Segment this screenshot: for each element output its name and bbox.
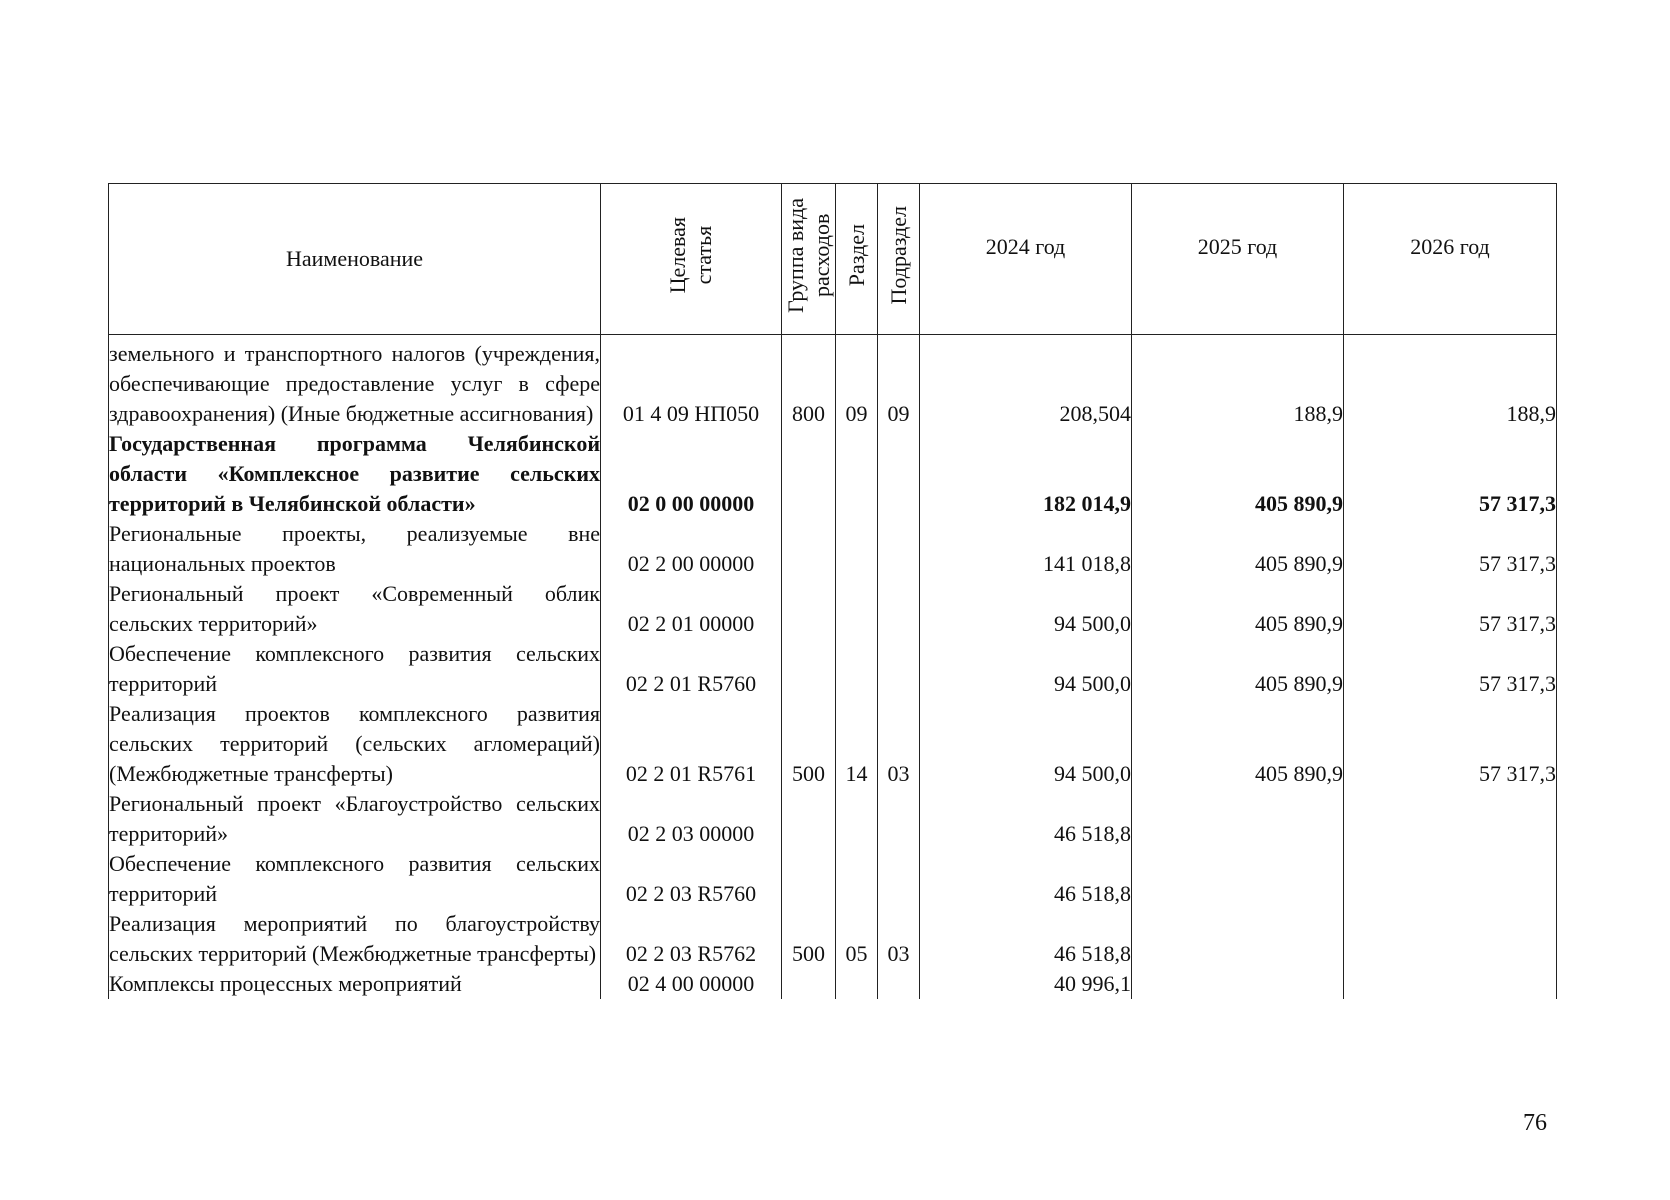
amount-2026 xyxy=(1344,969,1557,999)
target-code: 02 2 01 R5761 xyxy=(601,699,782,789)
section-code: 14 xyxy=(836,699,878,789)
target-code: 02 2 01 00000 xyxy=(601,579,782,639)
expense-group: 500 xyxy=(782,909,836,969)
table-row xyxy=(109,699,1557,789)
subsection-code: 03 xyxy=(878,699,920,789)
amount-2026 xyxy=(1344,909,1557,969)
section-code: 09 xyxy=(836,335,878,430)
subsection-code xyxy=(878,789,920,849)
header-subsection: Подраздел xyxy=(878,184,920,335)
subsection-code xyxy=(878,639,920,699)
amount-2026: 57 317,3 xyxy=(1344,579,1557,639)
amount-2026: 57 317,3 xyxy=(1344,519,1557,579)
section-code xyxy=(836,789,878,849)
section-code xyxy=(836,639,878,699)
target-code: 02 2 03 R5760 xyxy=(601,849,782,909)
budget-table xyxy=(108,183,1557,999)
amount-2025: 405 890,9 xyxy=(1132,429,1344,519)
header-2025: 2025 год xyxy=(1132,184,1344,335)
expense-group: 500 xyxy=(782,699,836,789)
subsection-code xyxy=(878,429,920,519)
amount-2024: 208,504 xyxy=(920,335,1132,430)
target-code: 02 2 01 R5760 xyxy=(601,639,782,699)
header-row xyxy=(109,184,1557,335)
section-code xyxy=(836,429,878,519)
subsection-code xyxy=(878,519,920,579)
section-code xyxy=(836,969,878,999)
amount-2025: 405 890,9 xyxy=(1132,579,1344,639)
subsection-code xyxy=(878,579,920,639)
expense-group xyxy=(782,429,836,519)
amount-2024: 46 518,8 xyxy=(920,909,1132,969)
expense-group xyxy=(782,969,836,999)
row-name: Обеспечение комплексного развития сельских территорий xyxy=(109,639,601,699)
table-row xyxy=(109,639,1557,699)
table-row xyxy=(109,969,1557,999)
table-row xyxy=(109,429,1557,519)
subsection-code xyxy=(878,849,920,909)
table-row xyxy=(109,579,1557,639)
header-target: Целевая статья xyxy=(601,184,782,335)
page-number: 76 xyxy=(1523,1110,1547,1136)
amount-2026: 188,9 xyxy=(1344,335,1557,430)
amount-2026 xyxy=(1344,789,1557,849)
expense-group xyxy=(782,639,836,699)
amount-2025 xyxy=(1132,849,1344,909)
amount-2024: 46 518,8 xyxy=(920,789,1132,849)
header-group: Группа вида расходов xyxy=(782,184,836,335)
row-name: Региональные проекты, реализуемые вне национальных проектов xyxy=(109,519,601,579)
section-code xyxy=(836,849,878,909)
target-code: 01 4 09 НП050 xyxy=(601,335,782,430)
expense-group: 800 xyxy=(782,335,836,430)
amount-2025: 405 890,9 xyxy=(1132,639,1344,699)
row-name: Реализация мероприятий по благоустройству сельских территорий (Межбюджетные трансферты) xyxy=(109,909,601,969)
amount-2025 xyxy=(1132,789,1344,849)
target-code: 02 4 00 00000 xyxy=(601,969,782,999)
table-body xyxy=(109,335,1557,1000)
amount-2026: 57 317,3 xyxy=(1344,429,1557,519)
amount-2025 xyxy=(1132,969,1344,999)
target-code: 02 2 00 00000 xyxy=(601,519,782,579)
table-row xyxy=(109,849,1557,909)
row-name: Региональный проект «Благоустройство сельских территорий» xyxy=(109,789,601,849)
row-name: Региональный проект «Современный облик сельских территорий» xyxy=(109,579,601,639)
row-name: Комплексы процессных мероприятий xyxy=(109,969,601,999)
subsection-code: 03 xyxy=(878,909,920,969)
target-code: 02 0 00 00000 xyxy=(601,429,782,519)
target-code: 02 2 03 00000 xyxy=(601,789,782,849)
header-name: Наименование xyxy=(109,184,601,335)
amount-2025 xyxy=(1132,909,1344,969)
table-row xyxy=(109,519,1557,579)
row-name: земельного и транспортного налогов (учреждения, обеспечивающие предоставление услуг в сфере здравоохранения) (Иные бюджетные ассигнования) xyxy=(109,335,601,430)
header-2026: 2026 год xyxy=(1344,184,1557,335)
expense-group xyxy=(782,579,836,639)
row-name: Обеспечение комплексного развития сельских территорий xyxy=(109,849,601,909)
row-name: Государственная программа Челябинской области «Комплексное развитие сельских территорий в Челябинской области» xyxy=(109,429,601,519)
expense-group xyxy=(782,849,836,909)
amount-2025: 188,9 xyxy=(1132,335,1344,430)
amount-2024: 94 500,0 xyxy=(920,699,1132,789)
target-code: 02 2 03 R5762 xyxy=(601,909,782,969)
header-section: Раздел xyxy=(836,184,878,335)
amount-2024: 40 996,1 xyxy=(920,969,1132,999)
section-code xyxy=(836,579,878,639)
header-2024: 2024 год xyxy=(920,184,1132,335)
amount-2025: 405 890,9 xyxy=(1132,699,1344,789)
section-code: 05 xyxy=(836,909,878,969)
subsection-code xyxy=(878,969,920,999)
amount-2024: 141 018,8 xyxy=(920,519,1132,579)
table-row xyxy=(109,335,1557,430)
expense-group xyxy=(782,519,836,579)
amount-2026: 57 317,3 xyxy=(1344,699,1557,789)
amount-2024: 46 518,8 xyxy=(920,849,1132,909)
table-row xyxy=(109,909,1557,969)
amount-2026 xyxy=(1344,849,1557,909)
amount-2025: 405 890,9 xyxy=(1132,519,1344,579)
amount-2024: 94 500,0 xyxy=(920,639,1132,699)
amount-2024: 94 500,0 xyxy=(920,579,1132,639)
amount-2026: 57 317,3 xyxy=(1344,639,1557,699)
amount-2024: 182 014,9 xyxy=(920,429,1132,519)
table-row xyxy=(109,789,1557,849)
section-code xyxy=(836,519,878,579)
row-name: Реализация проектов комплексного развития сельских территорий (сельских агломераций) (Межбюджетные трансферты) xyxy=(109,699,601,789)
expense-group xyxy=(782,789,836,849)
subsection-code: 09 xyxy=(878,335,920,430)
